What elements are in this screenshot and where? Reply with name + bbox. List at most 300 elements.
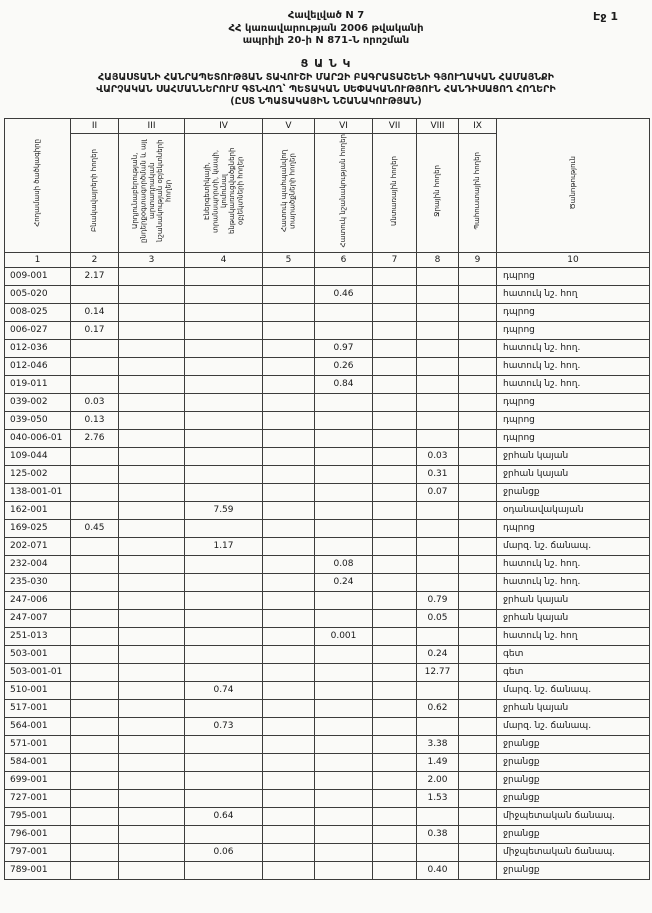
value-cell [71, 753, 119, 771]
value-cell [315, 609, 373, 627]
table-row [5, 825, 650, 843]
value-cell: 0.06 [185, 843, 263, 861]
parcel-code: 109-044 [5, 447, 71, 465]
table-row [5, 645, 650, 663]
value-cell [185, 465, 263, 483]
table-row [5, 771, 650, 789]
note-cell: միջպետական ճանապ. [497, 843, 650, 861]
value-cell [185, 699, 263, 717]
table-row [5, 267, 650, 285]
value-cell [459, 843, 497, 861]
value-cell [459, 699, 497, 717]
table-row [5, 483, 650, 501]
value-cell [119, 303, 185, 321]
value-cell [263, 717, 315, 735]
value-cell [315, 663, 373, 681]
parcel-code: 039-050 [5, 411, 71, 429]
value-cell [71, 861, 119, 879]
value-cell [263, 465, 315, 483]
value-cell [263, 285, 315, 303]
value-cell [315, 843, 373, 861]
parcel-code: 503-001-01 [5, 663, 71, 681]
value-cell [263, 591, 315, 609]
value-cell: 0.97 [315, 339, 373, 357]
value-cell [459, 555, 497, 573]
value-cell [417, 357, 459, 375]
value-cell: 0.07 [417, 483, 459, 501]
value-cell [373, 285, 417, 303]
column-numeral: VI [315, 118, 373, 133]
note-cell: ջրանցք [497, 771, 650, 789]
note-cell: ջրանցք [497, 483, 650, 501]
value-cell [459, 357, 497, 375]
value-cell [373, 267, 417, 285]
column-index: 2 [71, 252, 119, 267]
value-cell [119, 645, 185, 663]
note-cell: գետ [497, 645, 650, 663]
value-cell [263, 375, 315, 393]
value-cell [459, 267, 497, 285]
value-cell [185, 411, 263, 429]
value-cell [119, 555, 185, 573]
value-cell [119, 789, 185, 807]
value-cell [459, 663, 497, 681]
subtitle-line: ՎԱՐՉԱԿԱՆ ՍԱՀՄԱՆՆԵՐՈՒՄ ԳՏՆՎՈՂ՝ ՊԵՏԱԿԱՆ ՍԵՓԱԿԱՆՈՒԹՅՈՒՆ ՀԱՆԴԻՍԱՑՈՂ ՀՈՂԵՐԻ [96, 83, 556, 95]
note-cell: դպրոց [497, 267, 650, 285]
value-cell [263, 519, 315, 537]
value-cell [263, 393, 315, 411]
parcel-code: 789-001 [5, 861, 71, 879]
parcel-code: 564-001 [5, 717, 71, 735]
table-row [5, 303, 650, 321]
value-cell [263, 699, 315, 717]
value-cell [373, 519, 417, 537]
value-cell [459, 429, 497, 447]
column-index: 10 [497, 252, 650, 267]
column-label: Անտառային հողեր [390, 155, 399, 226]
note-cell: ջրանցք [497, 861, 650, 879]
table-row [5, 789, 650, 807]
value-cell: 0.08 [315, 555, 373, 573]
value-cell: 0.38 [417, 825, 459, 843]
value-cell: 7.59 [185, 501, 263, 519]
document-subtitle [4, 72, 648, 109]
value-cell [417, 321, 459, 339]
value-cell [417, 843, 459, 861]
value-cell [315, 591, 373, 609]
parcel-code: 503-001 [5, 645, 71, 663]
table-row [5, 465, 650, 483]
value-cell [373, 807, 417, 825]
value-cell [71, 483, 119, 501]
note-cell: հատուկ նշ. հող. [497, 555, 650, 573]
value-cell [459, 735, 497, 753]
value-cell: 0.84 [315, 375, 373, 393]
value-cell [315, 501, 373, 519]
value-cell [71, 771, 119, 789]
value-cell [185, 447, 263, 465]
value-cell [185, 645, 263, 663]
table-row [5, 393, 650, 411]
value-cell [417, 339, 459, 357]
note-cell: ջրհան կայան [497, 699, 650, 717]
column-header [459, 133, 497, 252]
value-cell [71, 555, 119, 573]
table-row [5, 501, 650, 519]
value-cell [417, 429, 459, 447]
note-cell: հատուկ նշ. հող. [497, 573, 650, 591]
column-header [263, 133, 315, 252]
value-cell [373, 717, 417, 735]
value-cell: 0.62 [417, 699, 459, 717]
value-cell [315, 699, 373, 717]
parcel-code: 138-001-01 [5, 483, 71, 501]
value-cell [315, 717, 373, 735]
table-row [5, 591, 650, 609]
value-cell [373, 627, 417, 645]
column-numeral: V [263, 118, 315, 133]
parcel-code: 796-001 [5, 825, 71, 843]
note-cell: մարզ. նշ. ճանապ. [497, 537, 650, 555]
column-numeral: II [71, 118, 119, 133]
value-cell [315, 807, 373, 825]
value-cell [119, 807, 185, 825]
parcel-code: 247-007 [5, 609, 71, 627]
note-cell: մարզ. նշ. ճանապ. [497, 681, 650, 699]
value-cell [315, 429, 373, 447]
value-cell [459, 681, 497, 699]
table-row [5, 609, 650, 627]
value-cell [71, 699, 119, 717]
value-cell [263, 789, 315, 807]
note-cell: դպրոց [497, 321, 650, 339]
value-cell [185, 663, 263, 681]
column-header [373, 133, 417, 252]
value-cell [373, 645, 417, 663]
value-cell [185, 573, 263, 591]
value-cell [315, 771, 373, 789]
appendix-line: Հավելված N 7 [287, 10, 365, 21]
value-cell [315, 735, 373, 753]
value-cell [263, 609, 315, 627]
value-cell [71, 447, 119, 465]
value-cell [373, 681, 417, 699]
column-index: 4 [185, 252, 263, 267]
value-cell [459, 375, 497, 393]
value-cell [373, 537, 417, 555]
document-title: Ց Ա Ն Կ [300, 56, 352, 70]
value-cell [119, 321, 185, 339]
value-cell: 0.001 [315, 627, 373, 645]
value-cell [71, 591, 119, 609]
value-cell [71, 609, 119, 627]
appendix-line: ՀՀ կառավարության 2006 թվականի [228, 22, 424, 34]
value-cell [185, 393, 263, 411]
value-cell [71, 285, 119, 303]
value-cell [185, 429, 263, 447]
column-numeral: VII [373, 118, 417, 133]
value-cell [459, 501, 497, 519]
column-label: Բնակավայրերի հողեր [90, 149, 99, 232]
table-row [5, 555, 650, 573]
value-cell: 0.13 [71, 411, 119, 429]
value-cell [373, 771, 417, 789]
value-cell: 0.05 [417, 609, 459, 627]
value-cell [459, 645, 497, 663]
value-cell [263, 627, 315, 645]
value-cell [459, 447, 497, 465]
value-cell [373, 609, 417, 627]
value-cell [315, 681, 373, 699]
value-cell [185, 321, 263, 339]
value-cell [263, 555, 315, 573]
value-cell [373, 447, 417, 465]
value-cell [119, 375, 185, 393]
value-cell [185, 555, 263, 573]
value-cell [417, 627, 459, 645]
value-cell [315, 789, 373, 807]
value-cell [459, 303, 497, 321]
value-cell [315, 645, 373, 663]
value-cell [185, 627, 263, 645]
table-row [5, 429, 650, 447]
value-cell [263, 573, 315, 591]
value-cell [417, 393, 459, 411]
parcel-code: 797-001 [5, 843, 71, 861]
value-cell [263, 753, 315, 771]
value-cell [417, 681, 459, 699]
value-cell [119, 861, 185, 879]
table-row [5, 627, 650, 645]
value-cell [119, 411, 185, 429]
subtitle-line: (ԸՍՏ ՆՊԱՏԱԿԱՅԻՆ ՆՇԱՆԱԿՈՒԹՅԱՆ) [230, 96, 422, 108]
value-cell [263, 843, 315, 861]
value-cell [119, 573, 185, 591]
column-header [417, 133, 459, 252]
value-cell [459, 789, 497, 807]
value-cell [263, 681, 315, 699]
value-cell [373, 339, 417, 357]
parcel-code: 510-001 [5, 681, 71, 699]
parcel-code: 251-013 [5, 627, 71, 645]
table-row [5, 861, 650, 879]
value-cell [185, 591, 263, 609]
note-cell: ջրհան կայան [497, 447, 650, 465]
table-row [5, 663, 650, 681]
parcel-code: 012-036 [5, 339, 71, 357]
value-cell [185, 375, 263, 393]
value-cell [417, 519, 459, 537]
value-cell [373, 429, 417, 447]
value-cell [417, 411, 459, 429]
value-cell: 0.14 [71, 303, 119, 321]
value-cell [185, 771, 263, 789]
value-cell [315, 267, 373, 285]
parcel-code: 727-001 [5, 789, 71, 807]
note-cell: դպրոց [497, 393, 650, 411]
value-cell: 0.17 [71, 321, 119, 339]
value-cell [373, 501, 417, 519]
value-cell [71, 537, 119, 555]
parcel-code: 008-025 [5, 303, 71, 321]
value-cell [459, 717, 497, 735]
value-cell [459, 393, 497, 411]
column-label: Հատուկ պահպանվող տարածքների հողեր [280, 149, 297, 232]
value-cell [119, 627, 185, 645]
value-cell [315, 465, 373, 483]
note-cell: հատուկ նշ. հող [497, 627, 650, 645]
value-cell: 0.03 [417, 447, 459, 465]
value-cell: 1.17 [185, 537, 263, 555]
table-row [5, 447, 650, 465]
value-cell [263, 825, 315, 843]
value-cell [459, 285, 497, 303]
value-cell [459, 537, 497, 555]
value-cell [71, 717, 119, 735]
column-label: Հատուկ նշանակության հողեր [339, 133, 348, 248]
column-label: Հողամասի ծածկագիրը [33, 139, 42, 227]
value-cell [459, 627, 497, 645]
column-index: 6 [315, 252, 373, 267]
column-header-note [497, 118, 650, 252]
value-cell [119, 681, 185, 699]
value-cell [119, 501, 185, 519]
value-cell [417, 537, 459, 555]
value-cell: 3.38 [417, 735, 459, 753]
table-row [5, 321, 650, 339]
note-cell: ջրհան կայան [497, 591, 650, 609]
note-cell: դպրոց [497, 411, 650, 429]
value-cell: 1.49 [417, 753, 459, 771]
note-cell: դպրոց [497, 429, 650, 447]
note-cell: օդանավակայան [497, 501, 650, 519]
value-cell [373, 735, 417, 753]
table-row [5, 375, 650, 393]
value-cell [459, 519, 497, 537]
column-label: Պահուստային հողեր [473, 151, 482, 230]
value-cell [71, 357, 119, 375]
note-cell: ջրանցք [497, 753, 650, 771]
value-cell [119, 267, 185, 285]
value-cell [373, 573, 417, 591]
parcel-code: 699-001 [5, 771, 71, 789]
value-cell [459, 321, 497, 339]
parcel-code: 202-071 [5, 537, 71, 555]
column-numeral: VIII [417, 118, 459, 133]
value-cell [417, 267, 459, 285]
value-cell [119, 537, 185, 555]
value-cell [119, 591, 185, 609]
value-cell [185, 825, 263, 843]
value-cell [459, 411, 497, 429]
column-label: Ծանոթություն [568, 156, 577, 210]
value-cell [417, 303, 459, 321]
column-index: 3 [119, 252, 185, 267]
value-cell [459, 753, 497, 771]
value-cell [373, 321, 417, 339]
value-cell: 0.45 [71, 519, 119, 537]
value-cell [315, 321, 373, 339]
note-cell: ջրհան կայան [497, 465, 650, 483]
value-cell [459, 861, 497, 879]
value-cell [315, 411, 373, 429]
column-index: 1 [5, 252, 71, 267]
column-index: 8 [417, 252, 459, 267]
column-header-code [5, 118, 71, 252]
value-cell [373, 483, 417, 501]
column-label: Արդյունաբերության, ընդերքօգտագործման և այլ արտադրական նշանակության օբյեկտների հողեր [130, 138, 173, 243]
value-cell [417, 573, 459, 591]
value-cell [119, 771, 185, 789]
parcel-code: 012-046 [5, 357, 71, 375]
value-cell: 0.03 [71, 393, 119, 411]
value-cell [373, 393, 417, 411]
value-cell [373, 699, 417, 717]
page-number: Էջ 1 [593, 10, 618, 23]
value-cell [119, 447, 185, 465]
value-cell [71, 627, 119, 645]
table-body [5, 267, 650, 879]
value-cell [417, 501, 459, 519]
value-cell [119, 825, 185, 843]
header-index-row [5, 252, 650, 267]
value-cell [263, 735, 315, 753]
value-cell: 0.46 [315, 285, 373, 303]
value-cell [71, 645, 119, 663]
subtitle-line: ՀԱՅԱՍՏԱՆԻ ՀԱՆՐԱՊԵՏՈՒԹՅԱՆ ՏԱՎՈՒՇԻ ՄԱՐԶԻ ԲԱԳՐԱՏԱՇԵՆԻ ԳՅՈՒՂԱԿԱՆ ՀԱՄԱՅՆՔԻ [97, 71, 555, 83]
value-cell [459, 465, 497, 483]
value-cell [71, 573, 119, 591]
value-cell [373, 303, 417, 321]
value-cell [373, 843, 417, 861]
note-cell: հատուկ նշ. հող. [497, 375, 650, 393]
table-row [5, 285, 650, 303]
table-row [5, 519, 650, 537]
value-cell [263, 771, 315, 789]
value-cell [185, 285, 263, 303]
value-cell [373, 861, 417, 879]
table-row [5, 735, 650, 753]
parcel-code: 795-001 [5, 807, 71, 825]
table-row [5, 753, 650, 771]
value-cell [263, 537, 315, 555]
value-cell: 0.64 [185, 807, 263, 825]
value-cell [263, 267, 315, 285]
value-cell [373, 411, 417, 429]
note-cell: մարզ. նշ. ճանապ. [497, 717, 650, 735]
column-numeral: IX [459, 118, 497, 133]
value-cell [315, 483, 373, 501]
value-cell [459, 483, 497, 501]
value-cell [71, 735, 119, 753]
value-cell: 2.17 [71, 267, 119, 285]
value-cell [185, 357, 263, 375]
table-row [5, 537, 650, 555]
value-cell: 0.79 [417, 591, 459, 609]
value-cell [373, 663, 417, 681]
parcel-code: 232-004 [5, 555, 71, 573]
table-row [5, 699, 650, 717]
note-cell: հատուկ նշ. հող [497, 285, 650, 303]
note-cell: ջրհան կայան [497, 609, 650, 627]
value-cell [315, 303, 373, 321]
value-cell [417, 555, 459, 573]
value-cell [263, 807, 315, 825]
value-cell [263, 429, 315, 447]
value-cell: 0.24 [315, 573, 373, 591]
table-row [5, 807, 650, 825]
value-cell [373, 357, 417, 375]
